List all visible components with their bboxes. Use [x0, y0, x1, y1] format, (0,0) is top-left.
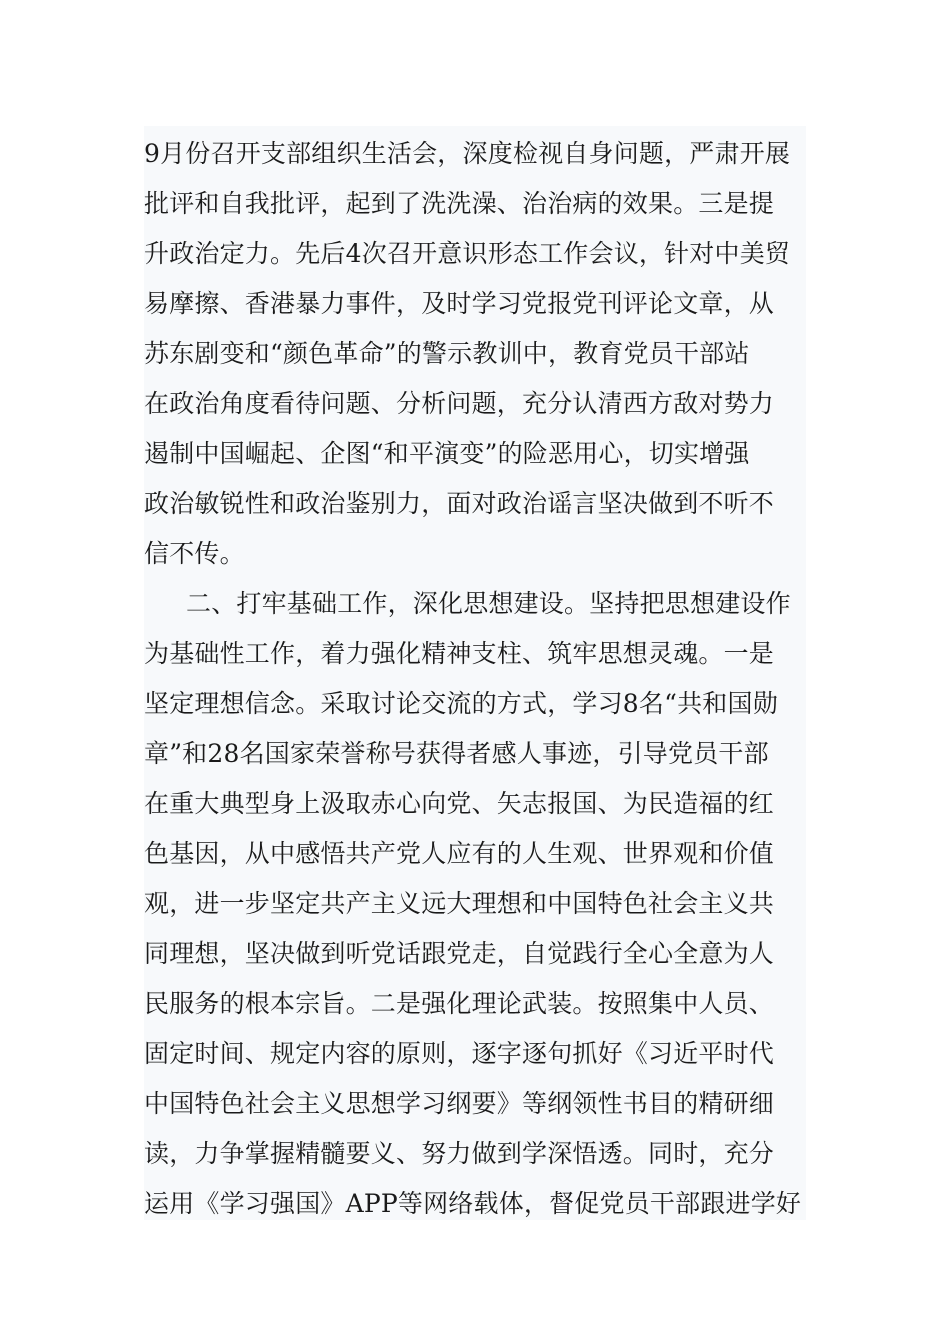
text-line: 升政治定力。先后4次召开意识形态工作会议，针对中美贸 [144, 239, 791, 268]
text-line: 坚定理想信念。采取讨论交流的方式，学习8名“共和国勋 [144, 689, 778, 718]
text-line: 在政治角度看待问题、分析问题，充分认清西方敌对势力 [144, 389, 775, 418]
text-line: 信不传。 [144, 539, 245, 568]
text-line: 章”和28名国家荣誉称号获得者感人事迹，引导党员干部 [144, 739, 769, 768]
text-line: 中国特色社会主义思想学习纲要》等纲领性书目的精研细 [144, 1089, 775, 1118]
document-text-block [144, 126, 806, 1220]
text-line: 运用《学习强国》APP等网络载体，督促党员干部跟进学好 [144, 1189, 802, 1218]
text-line: 为基础性工作，着力强化精神支柱、筑牢思想灵魂。一是 [144, 639, 775, 668]
text-line: 9月份召开支部组织生活会，深度检视自身问题，严肃开展 [144, 139, 791, 168]
text-line: 政治敏锐性和政治鉴别力，面对政治谣言坚决做到不听不 [144, 489, 775, 518]
text-line: 同理想，坚决做到听党话跟党走，自觉践行全心全意为人 [144, 939, 775, 968]
text-line: 批评和自我批评，起到了洗洗澡、治治病的效果。三是提 [144, 189, 775, 218]
text-line: 苏东剧变和“颜色革命”的警示教训中，教育党员干部站 [144, 339, 750, 368]
text-line: 民服务的根本宗旨。二是强化理论武装。按照集中人员、 [144, 989, 775, 1018]
text-line: 易摩擦、香港暴力事件，及时学习党报党刊评论文章，从 [144, 289, 775, 318]
text-line: 遏制中国崛起、企图“和平演变”的险恶用心，切实增强 [144, 439, 750, 468]
text-line: 读，力争掌握精髓要义、努力做到学深悟透。同时，充分 [144, 1139, 775, 1168]
text-line: 在重大典型身上汲取赤心向党、矢志报国、为民造福的红 [144, 789, 775, 818]
text-line: 色基因，从中感悟共产党人应有的人生观、世界观和价值 [144, 839, 775, 868]
text-line: 观，进一步坚定共产主义远大理想和中国特色社会主义共 [144, 889, 775, 918]
paragraph-first-line: 二、打牢基础工作，深化思想建设。坚持把思想建设作 [186, 589, 791, 618]
text-line: 固定时间、规定内容的原则，逐字逐句抓好《习近平时代 [144, 1039, 775, 1068]
